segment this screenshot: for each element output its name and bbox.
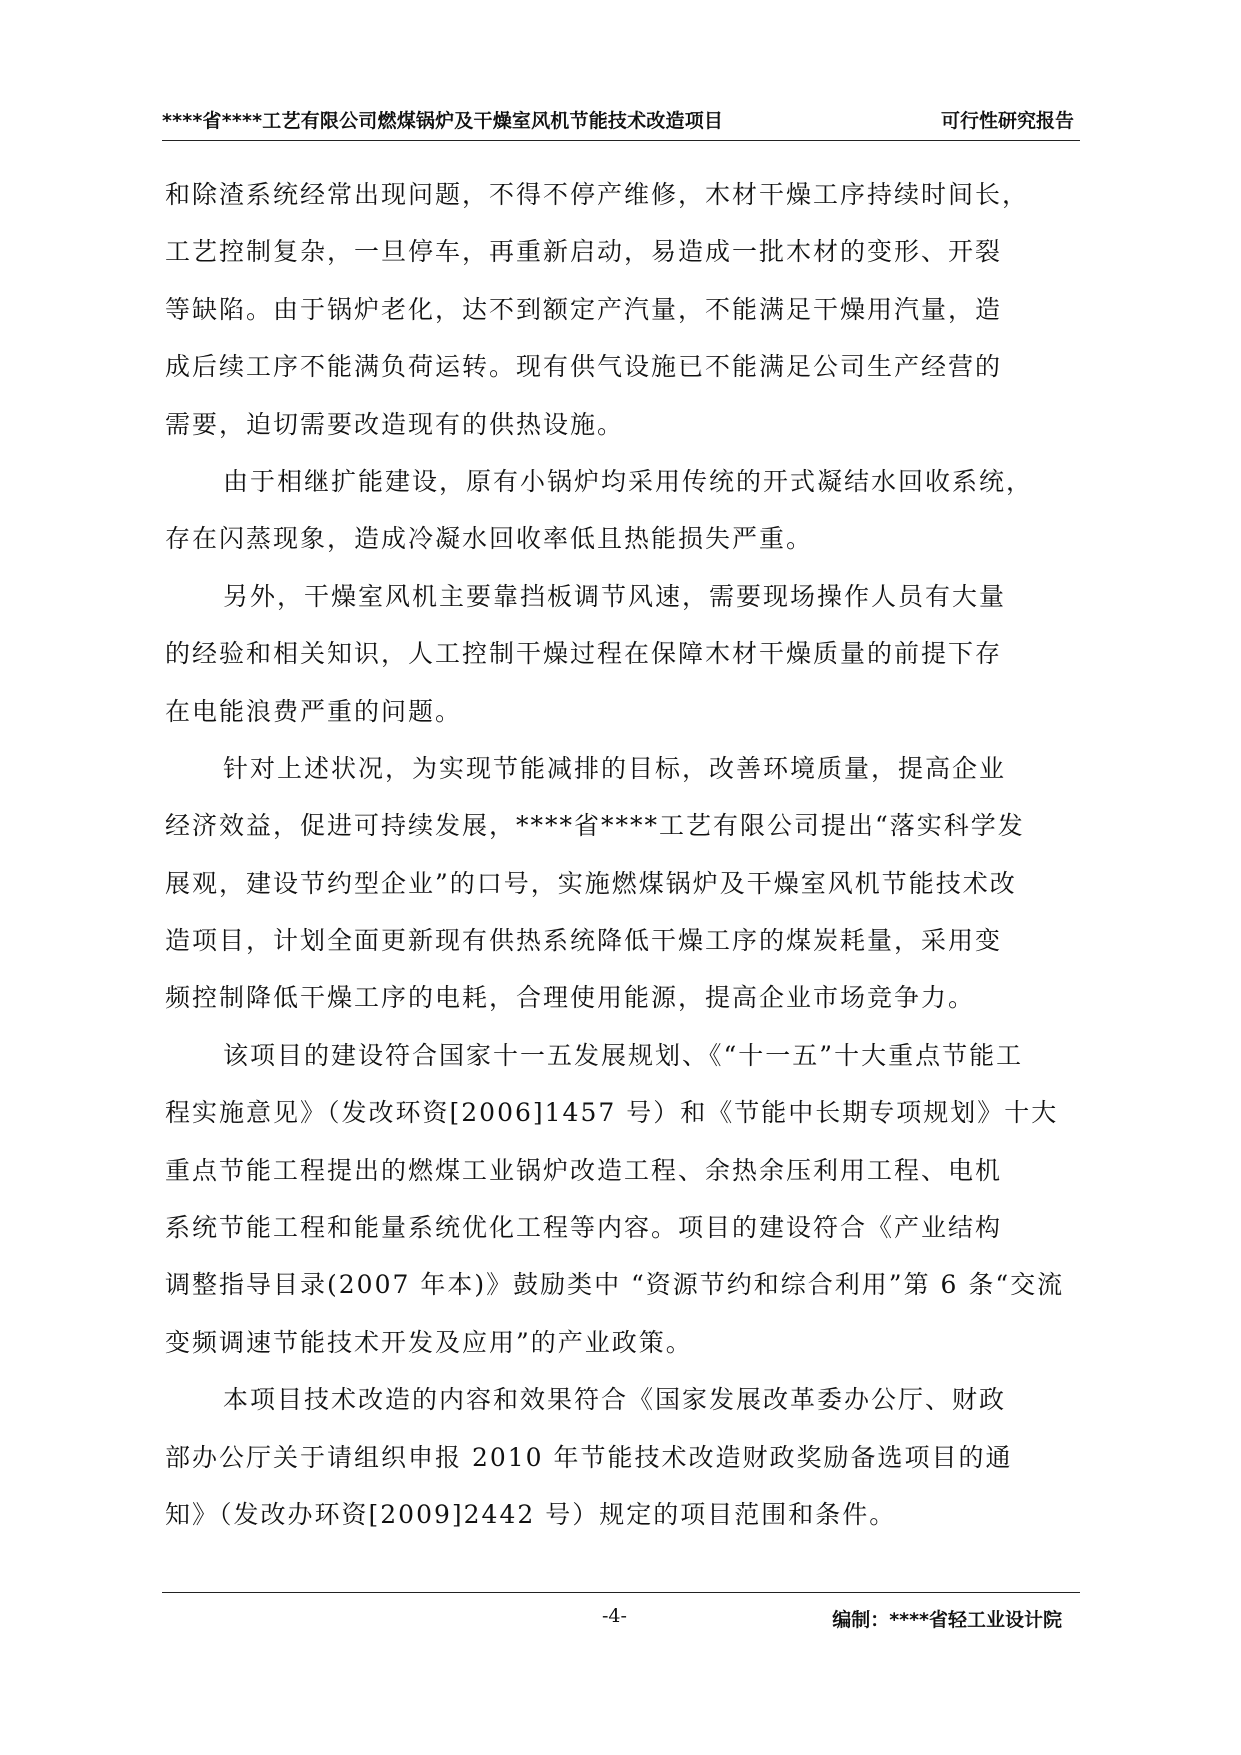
paragraph-line: 展观，建设节约型企业”的口号，实施燃煤锅炉及干燥室风机节能技术改 [165, 868, 1017, 898]
paragraph-line: 存在闪蒸现象，造成冷凝水回收率低且热能损失严重。 [165, 524, 814, 554]
paragraph-line: 和除渣系统经常出现问题，不得不停产维修，木材干燥工序持续时间长， [165, 180, 1030, 209]
page-number: -4- [602, 1605, 627, 1627]
paragraph-line: 等缺陷。由于锅炉老化，达不到额定产汽量，不能满足干燥用汽量，造 [165, 294, 1003, 324]
paragraph-line: 频控制降低干燥工序的电耗，合理使用能源，提高企业市场竞争力。 [165, 983, 976, 1013]
paragraph-line: 该项目的建设符合国家十一五发展规划、《“十一五”十大重点节能工 [223, 1040, 1024, 1070]
paragraph-line: 工艺控制复杂，一旦停车，再重新启动，易造成一批木材的变形、开裂 [165, 237, 1003, 267]
paragraph-line: 变频调速节能技术开发及应用”的产业政策。 [165, 1327, 693, 1357]
paragraph-line: 的经验和相关知识，人工控制干燥过程在保障木材干燥质量的前提下存 [165, 639, 1003, 669]
paragraph-line: 程实施意见》（发改环资[2006]1457 号）和《节能中长期专项规划》十大 [165, 1098, 1059, 1128]
paragraph-line: 调整指导目录(2007 年本)》鼓励类中 “资源节约和综合利用”第 6 条“交流 [165, 1270, 1065, 1300]
header-document-type: 可行性研究报告 [940, 110, 1074, 132]
paragraph-line: 需要，迫切需要改造现有的供热设施。 [165, 409, 625, 439]
paragraph-line: 本项目技术改造的内容和效果符合《国家发展改革委办公厅、财政 [223, 1385, 1007, 1415]
body-text [165, 166, 1083, 1543]
paragraph-line: 系统节能工程和能量系统优化工程等内容。项目的建设符合《产业结构 [165, 1213, 1003, 1243]
page-footer [162, 1592, 1080, 1643]
paragraph-line: 成后续工序不能满负荷运转。现有供气设施已不能满足公司生产经营的 [165, 352, 1003, 382]
paragraph-line: 造项目，计划全面更新现有供热系统降低干燥工序的煤炭耗量，采用变 [165, 926, 1003, 956]
paragraph-line: 另外，干燥室风机主要靠挡板调节风速，需要现场操作人员有大量 [223, 581, 1007, 611]
footer-credit: 编制：****省轻工业设计院 [832, 1609, 1062, 1631]
paragraph-line: 重点节能工程提出的燃煤工业锅炉改造工程、余热余压利用工程、电机 [165, 1155, 1003, 1185]
paragraph-line: 针对上述状况，为实现节能减排的目标，改善环境质量，提高企业 [223, 753, 1007, 783]
paragraph-line: 在电能浪费严重的问题。 [165, 696, 463, 726]
paragraph-line: 经济效益，促进可持续发展，****省****工艺有限公司提出“落实科学发 [165, 811, 1025, 841]
header-project-title: ****省****工艺有限公司燃煤锅炉及干燥室风机节能技术改造项目 [162, 110, 724, 132]
page-header [162, 100, 1080, 141]
paragraph-line: 知》（发改办环资[2009]2442 号）规定的项目范围和条件。 [165, 1499, 897, 1529]
paragraph-line: 部办公厅关于请组织申报 2010 年节能技术改造财政奖励备选项目的通 [165, 1442, 1013, 1472]
paragraph-line: 由于相继扩能建设，原有小锅炉均采用传统的开式凝结水回收系统， [223, 466, 1034, 496]
